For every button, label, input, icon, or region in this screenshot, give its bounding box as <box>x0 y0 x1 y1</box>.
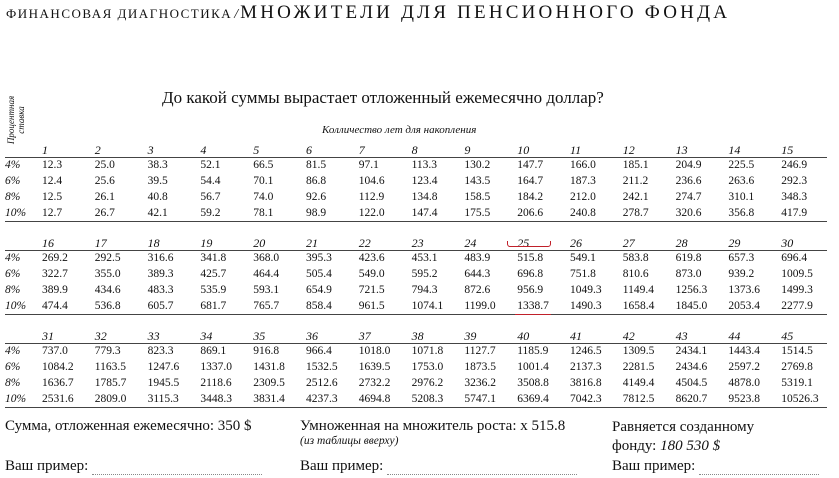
table-cell: 1256.3 <box>675 284 708 296</box>
table-cell: 211.2 <box>622 175 649 187</box>
table-cell: 25.0 <box>94 159 115 171</box>
table-cell: 1009.5 <box>781 268 813 280</box>
year-header: 28 <box>675 236 688 250</box>
year-header: 20 <box>253 236 266 250</box>
table-cell: 483.3 <box>147 284 174 296</box>
table-cell: 423.6 <box>358 252 385 264</box>
example-row-2 <box>300 458 577 475</box>
year-header: 14 <box>728 143 741 157</box>
rate-row-label: 8% <box>5 284 21 296</box>
year-header: 5 <box>253 143 260 157</box>
table-cell: 184.2 <box>517 191 544 203</box>
table-cell: 175.5 <box>464 207 491 219</box>
table-cell: 12.3 <box>42 159 63 171</box>
table-cell: 3115.3 <box>147 393 179 405</box>
table-cell: 204.9 <box>675 159 702 171</box>
table-cell: 2732.2 <box>358 377 391 389</box>
table-cell: 1431.8 <box>253 361 285 373</box>
table-cell: 292.3 <box>781 175 808 187</box>
table-cell: 368.0 <box>253 252 280 264</box>
table-cell: 765.7 <box>253 300 280 312</box>
table-cell: 5319.1 <box>781 377 813 389</box>
table-cell: 434.6 <box>94 284 121 296</box>
table-cell: 2512.6 <box>306 377 338 389</box>
table-cell: 38.3 <box>147 159 168 171</box>
table-cell: 779.3 <box>94 345 121 357</box>
table-cell: 2053.4 <box>728 300 761 312</box>
multiplier-step <box>300 418 565 447</box>
table-rule <box>5 221 827 222</box>
year-header: 33 <box>147 329 160 343</box>
table-cell: 1514.5 <box>781 345 813 357</box>
year-header: 42 <box>622 329 635 343</box>
table-cell: 657.3 <box>728 252 755 264</box>
year-header: 22 <box>358 236 371 250</box>
table-cell: 12.4 <box>42 175 63 187</box>
table-cell: 1490.3 <box>570 300 602 312</box>
year-header: 15 <box>781 143 794 157</box>
table-cell: 1127.7 <box>464 345 496 357</box>
year-header: 27 <box>622 236 635 250</box>
year-header: 35 <box>253 329 266 343</box>
table-cell: 320.6 <box>675 207 702 219</box>
table-cell: 1845.0 <box>675 300 708 312</box>
table-cell: 7812.5 <box>622 393 655 405</box>
table-cell: 1309.5 <box>622 345 655 357</box>
rate-row-label: 10% <box>5 207 27 219</box>
example-input-2[interactable] <box>387 474 577 475</box>
years-axis-label: Колличество лет для накопления <box>322 124 477 136</box>
table-cell: 187.3 <box>570 175 596 187</box>
table-block-1 <box>5 143 827 223</box>
table-cell: 3816.8 <box>570 377 602 389</box>
rate-row-label: 4% <box>5 252 21 264</box>
table-cell: 794.3 <box>411 284 438 296</box>
table-cell: 54.4 <box>200 175 221 187</box>
table-cell: 593.1 <box>253 284 280 296</box>
table-cell: 583.8 <box>622 252 649 264</box>
year-header: 23 <box>411 236 424 250</box>
table-cell: 1373.6 <box>728 284 761 296</box>
table-cell: 823.3 <box>147 345 174 357</box>
table-cell: 4878.0 <box>728 377 761 389</box>
table-cell: 3831.4 <box>253 393 285 405</box>
table-cell: 483.9 <box>464 252 491 264</box>
table-cell: 389.9 <box>42 284 68 296</box>
table-cell: 26.1 <box>94 191 115 203</box>
year-header: 31 <box>42 329 54 343</box>
table-cell: 322.7 <box>42 268 68 280</box>
table-cell: 873.0 <box>675 268 702 280</box>
table-cell: 1163.5 <box>94 361 126 373</box>
table-cell: 310.1 <box>728 191 755 203</box>
table-cell: 263.6 <box>728 175 755 187</box>
table-cell: 2434.6 <box>675 361 708 373</box>
table-cell: 5747.1 <box>464 393 497 405</box>
table-cell: 654.9 <box>306 284 332 296</box>
table-cell: 39.5 <box>147 175 168 187</box>
table-cell: 1945.5 <box>147 377 180 389</box>
year-header: 21 <box>306 236 318 250</box>
table-block-2 <box>5 236 827 316</box>
equals-label: Равняется созданному <box>612 419 755 435</box>
rate-row-label: 4% <box>5 345 21 357</box>
rate-row-label: 10% <box>5 300 27 312</box>
table-cell: 1658.4 <box>622 300 655 312</box>
table-cell: 2118.6 <box>200 377 232 389</box>
table-cell: 122.0 <box>358 207 385 219</box>
example-label-2: Ваш пример: <box>300 458 384 474</box>
table-cell: 453.1 <box>411 252 438 264</box>
table-cell: 143.5 <box>464 175 491 187</box>
table-cell: 81.5 <box>306 159 327 171</box>
table-cell: 74.0 <box>253 191 274 203</box>
table-cell: 1084.2 <box>42 361 74 373</box>
table-cell: 916.8 <box>253 345 280 357</box>
page-header <box>6 2 730 24</box>
year-header: 6 <box>306 143 312 157</box>
table-cell: 595.2 <box>411 268 438 280</box>
highlight-bracket <box>507 241 551 247</box>
table-cell: 2434.1 <box>675 345 708 357</box>
table-cell: 4694.8 <box>358 393 391 405</box>
table-cell: 2137.3 <box>570 361 602 373</box>
table-cell: 1074.1 <box>411 300 444 312</box>
table-cell: 158.5 <box>464 191 491 203</box>
table-cell: 1338.7 <box>517 300 549 312</box>
table-cell: 134.8 <box>411 191 438 203</box>
year-header: 38 <box>411 329 424 343</box>
table-cell: 2277.9 <box>781 300 813 312</box>
table-cell: 246.9 <box>781 159 808 171</box>
year-header: 9 <box>464 143 471 157</box>
table-cell: 2309.5 <box>253 377 285 389</box>
table-cell: 147.4 <box>411 207 438 219</box>
table-cell: 696.8 <box>517 268 544 280</box>
year-header: 26 <box>570 236 582 250</box>
table-cell: 872.6 <box>464 284 491 296</box>
table-cell: 644.3 <box>464 268 491 280</box>
table-cell: 417.9 <box>781 207 808 219</box>
table-cell: 6369.4 <box>517 393 549 405</box>
table-cell: 549.1 <box>570 252 596 264</box>
table-cell: 464.4 <box>253 268 280 280</box>
rate-row-label: 6% <box>5 361 21 373</box>
table-cell: 242.1 <box>622 191 649 203</box>
rate-row-label: 6% <box>5 175 21 187</box>
table-cell: 59.2 <box>200 207 221 219</box>
rate-row-label: 8% <box>5 191 21 203</box>
table-cell: 535.9 <box>200 284 227 296</box>
table-cell: 8620.7 <box>675 393 708 405</box>
table-cell: 2809.0 <box>94 393 127 405</box>
table-cell: 737.0 <box>42 345 68 357</box>
table-cell: 505.4 <box>306 268 332 280</box>
table-cell: 356.8 <box>728 207 755 219</box>
table-cell: 3236.2 <box>464 377 497 389</box>
example-label-1: Ваш пример: <box>5 458 89 474</box>
table-cell: 9523.8 <box>728 393 761 405</box>
table-cell: 4149.4 <box>622 377 655 389</box>
table-cell: 1785.7 <box>94 377 127 389</box>
table-cell: 316.6 <box>147 252 174 264</box>
table-cell: 52.1 <box>200 159 221 171</box>
table-cell: 1049.3 <box>570 284 602 296</box>
table-cell: 66.5 <box>253 159 274 171</box>
sum-label: Сумма, отложенная ежемесячно: 350 $ <box>5 418 252 434</box>
table-cell: 240.8 <box>570 207 596 219</box>
year-header: 40 <box>517 329 530 343</box>
table-cell: 130.2 <box>464 159 491 171</box>
table-cell: 40.8 <box>147 191 168 203</box>
table-cell: 97.1 <box>358 159 379 171</box>
table-cell: 70.1 <box>253 175 274 187</box>
table-cell: 605.7 <box>147 300 174 312</box>
table-cell: 2281.5 <box>622 361 655 373</box>
table-cell: 147.7 <box>517 159 544 171</box>
table-cell: 274.7 <box>675 191 702 203</box>
table-cell: 619.8 <box>675 252 702 264</box>
table-cell: 956.9 <box>517 284 544 296</box>
year-header: 11 <box>570 143 582 157</box>
table-cell: 42.1 <box>147 207 168 219</box>
rate-label-text: Процентная ставка <box>6 95 26 145</box>
year-header: 2 <box>94 143 101 157</box>
rate-row-label: 4% <box>5 159 21 171</box>
table-cell: 696.4 <box>781 252 808 264</box>
fund-value: 180 530 $ <box>660 438 721 454</box>
table-cell: 3508.8 <box>517 377 549 389</box>
table-cell: 123.4 <box>411 175 438 187</box>
year-header: 18 <box>147 236 160 250</box>
year-header: 10 <box>517 143 530 157</box>
rate-row-label: 10% <box>5 393 27 405</box>
table-cell: 269.2 <box>42 252 68 264</box>
table-cell: 225.5 <box>728 159 755 171</box>
rate-axis-label <box>3 88 29 148</box>
table-cell: 104.6 <box>358 175 385 187</box>
table-cell: 2976.2 <box>411 377 444 389</box>
year-header: 25 <box>517 236 530 250</box>
table-cell: 4504.5 <box>675 377 708 389</box>
table-cell: 549.0 <box>358 268 385 280</box>
year-header: 16 <box>42 236 54 250</box>
year-header: 4 <box>200 143 207 157</box>
rate-row-label: 8% <box>5 377 21 389</box>
table-cell: 2769.8 <box>781 361 813 373</box>
table-cell: 961.5 <box>358 300 385 312</box>
table-cell: 395.3 <box>306 252 332 264</box>
year-header: 44 <box>728 329 741 343</box>
table-cell: 112.9 <box>358 191 385 203</box>
year-header: 43 <box>675 329 688 343</box>
table-cell: 869.1 <box>200 345 227 357</box>
year-header: 29 <box>728 236 741 250</box>
table-cell: 2531.6 <box>42 393 74 405</box>
table-cell: 185.1 <box>622 159 649 171</box>
table-cell: 56.7 <box>200 191 221 203</box>
table-cell: 1149.4 <box>622 284 654 296</box>
table-cell: 166.0 <box>570 159 596 171</box>
table-cell: 751.8 <box>570 268 596 280</box>
year-header: 1 <box>42 143 48 157</box>
table-cell: 966.4 <box>306 345 332 357</box>
fund-label: фонду: <box>612 438 657 454</box>
year-header: 7 <box>358 143 365 157</box>
table-cell: 536.8 <box>94 300 121 312</box>
table-cell: 1337.0 <box>200 361 233 373</box>
example-label-3: Ваш пример: <box>612 458 696 474</box>
table-rule <box>5 407 827 408</box>
year-header: 24 <box>464 236 477 250</box>
table-cell: 278.7 <box>622 207 649 219</box>
table-cell: 341.8 <box>200 252 227 264</box>
table-question: До какой суммы вырастает отложенный ежемесячно доллар? <box>162 88 604 107</box>
table-cell: 10526.3 <box>781 393 819 405</box>
table-cell: 5208.3 <box>411 393 444 405</box>
table-cell: 26.7 <box>94 207 115 219</box>
year-header: 17 <box>94 236 107 250</box>
example-row-1 <box>5 458 262 475</box>
year-header: 34 <box>200 329 213 343</box>
table-cell: 1499.3 <box>781 284 813 296</box>
table-cell: 92.6 <box>306 191 327 203</box>
table-cell: 1753.0 <box>411 361 444 373</box>
table-cell: 212.0 <box>570 191 596 203</box>
year-header: 39 <box>464 329 477 343</box>
table-cell: 348.3 <box>781 191 808 203</box>
table-cell: 12.5 <box>42 191 63 203</box>
year-header: 8 <box>411 143 418 157</box>
table-cell: 1636.7 <box>42 377 74 389</box>
example-input-3[interactable] <box>699 474 819 475</box>
table-cell: 1185.9 <box>517 345 549 357</box>
table-cell: 7042.3 <box>570 393 602 405</box>
table-cell: 292.5 <box>94 252 121 264</box>
table-cell: 236.6 <box>675 175 702 187</box>
table-cell: 1873.5 <box>464 361 497 373</box>
table-cell: 78.1 <box>253 207 274 219</box>
year-header: 36 <box>306 329 318 343</box>
table-cell: 681.7 <box>200 300 227 312</box>
year-header: 30 <box>781 236 794 250</box>
table-cell: 389.3 <box>147 268 174 280</box>
highlight-underline <box>515 314 551 315</box>
year-header: 3 <box>147 143 154 157</box>
table-cell: 1247.6 <box>147 361 180 373</box>
header-separator: / <box>234 7 239 22</box>
table-cell: 1199.0 <box>464 300 496 312</box>
table-cell: 164.7 <box>517 175 544 187</box>
rate-row-label: 6% <box>5 268 21 280</box>
table-cell: 1071.8 <box>411 345 444 357</box>
table-cell: 1246.5 <box>570 345 602 357</box>
table-cell: 1443.4 <box>728 345 761 357</box>
example-row-3 <box>612 458 819 475</box>
multiply-label: Умноженная на множитель роста: х 515.8 <box>300 418 566 434</box>
table-cell: 1532.5 <box>306 361 338 373</box>
multiply-note: (из таблицы вверху) <box>300 435 399 447</box>
year-header: 37 <box>358 329 371 343</box>
year-header: 19 <box>200 236 213 250</box>
year-header: 13 <box>675 143 688 157</box>
table-cell: 113.3 <box>411 159 438 171</box>
table-cell: 2597.2 <box>728 361 761 373</box>
table-cell: 25.6 <box>94 175 115 187</box>
table-cell: 206.6 <box>517 207 544 219</box>
table-cell: 1001.4 <box>517 361 549 373</box>
table-cell: 515.8 <box>517 252 544 264</box>
table-cell: 1018.0 <box>358 345 391 357</box>
fund-result <box>612 418 754 456</box>
table-cell: 12.7 <box>42 207 63 219</box>
table-cell: 721.5 <box>358 284 385 296</box>
table-cell: 858.4 <box>306 300 332 312</box>
table-rule <box>5 314 827 315</box>
sum-set-aside <box>5 418 252 435</box>
table-cell: 98.9 <box>306 207 327 219</box>
year-header: 41 <box>570 329 582 343</box>
table-cell: 355.0 <box>94 268 121 280</box>
table-cell: 3448.3 <box>200 393 233 405</box>
table-block-3 <box>5 329 827 409</box>
year-header: 45 <box>781 329 794 343</box>
table-cell: 425.7 <box>200 268 227 280</box>
table-cell: 810.6 <box>622 268 649 280</box>
year-header: 12 <box>622 143 635 157</box>
section-title: ФИНАНСОВАЯ ДИАГНОСТИКА <box>6 6 233 21</box>
table-cell: 939.2 <box>728 268 755 280</box>
page-title: МНОЖИТЕЛИ ДЛЯ ПЕНСИОННОГО ФОНДА <box>240 2 731 23</box>
table-cell: 474.4 <box>42 300 68 312</box>
example-input-1[interactable] <box>92 474 262 475</box>
table-cell: 1639.5 <box>358 361 391 373</box>
table-cell: 4237.3 <box>306 393 338 405</box>
table-cell: 86.8 <box>306 175 327 187</box>
year-header: 32 <box>94 329 107 343</box>
